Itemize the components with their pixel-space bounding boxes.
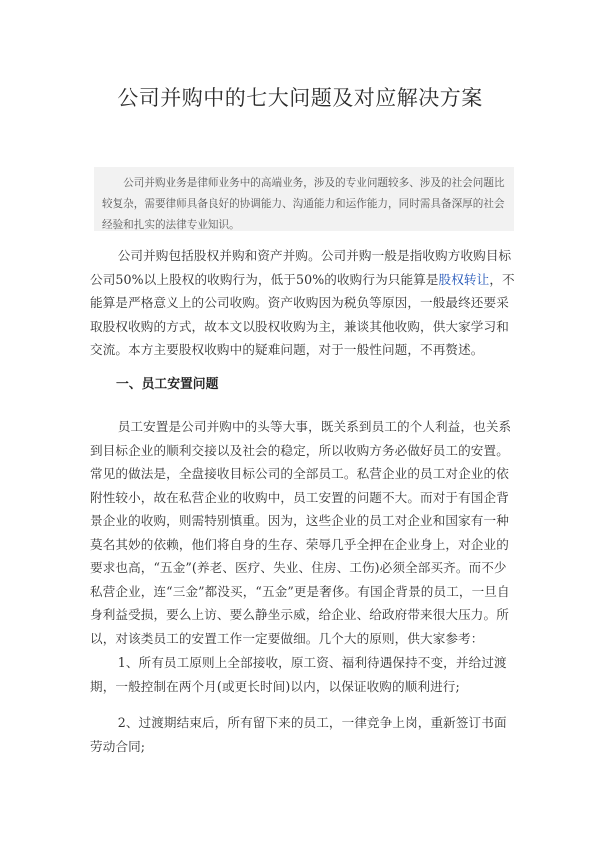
equity-transfer-link[interactable]: 股权转让	[438, 271, 490, 287]
intro-paragraph	[90, 244, 516, 362]
summary-text: 公司并购业务是律师业务中的高端业务，涉及的专业问题较多、涉及的社会问题比较复杂，需要律师具备良好的协调能力、沟通能力和运作能力，同时需具备深厚的社会经验和扎实的法律专业知识。	[102, 177, 505, 231]
employee-placement-text: 员工安置是公司并购中的头等大事，既关系到员工的个人利益，也关系到目标企业的顺利交接以及社会的稳定，所以收购方务必做好员工的安置。常见的做法是，全盘接收目标公司的全部员工。私营企业的员工对企业的依附性较小，故在私营企业的收购中，员工安置的问题不大。而对于有国企背景企业的收购，则需特别慎重。因为，这些企业的员工对企业和国家有一种莫名其妙的依赖，他们将自身的生存、荣辱几乎全押在企业身上，对企业的要求也高，“五金”(养老、医疗、失业、住房、工伤)必须全部买齐。而不少私营企业，连“三金”都没买，“五金”更是奢侈。有国企背景的员工，一旦自身利益受损，要么上访、要么静坐示威，给企业、给政府带来很大压力。所以，对该类员工的安置工作一定要做细。几个大的原则，供大家参考：	[90, 419, 512, 646]
section-heading-employee-placement: 一、员工安置问题	[116, 377, 219, 392]
summary-box	[94, 167, 514, 231]
intro-text-after-link: ，不能算是严格意义上的公司收购。资产收购因为税负等原因，一般最终还要采取股权收购的方式，故本文以股权收购为主，兼谈其他收购，供大家学习和交流。本方主要股权收购中的疑难问题，对于一般性问题，不再赘述。	[90, 271, 515, 357]
page-title: 公司并购中的七大问题及对应解决方案	[117, 86, 483, 110]
list-item-2	[90, 711, 516, 758]
list-item-2-text: 2、过渡期结束后，所有留下来的员工，一律竞争上岗，重新签订书面劳动合同;	[90, 715, 507, 754]
list-item-1-text: 1、所有员工原则上全部接收，原工资、福利待遇保持不变，并给过渡期，一般控制在两个月(或更长时间)以内，以保证收购的顺利进行;	[90, 655, 507, 694]
intro-text-before-link: 公司并购包括股权并购和资产并购。公司并购一般是指收购方收购目标公司50%以上股权的收购行为，低于50%的收购行为只能算是	[90, 248, 512, 287]
employee-placement-paragraph	[90, 415, 516, 650]
list-item-1	[90, 651, 516, 698]
